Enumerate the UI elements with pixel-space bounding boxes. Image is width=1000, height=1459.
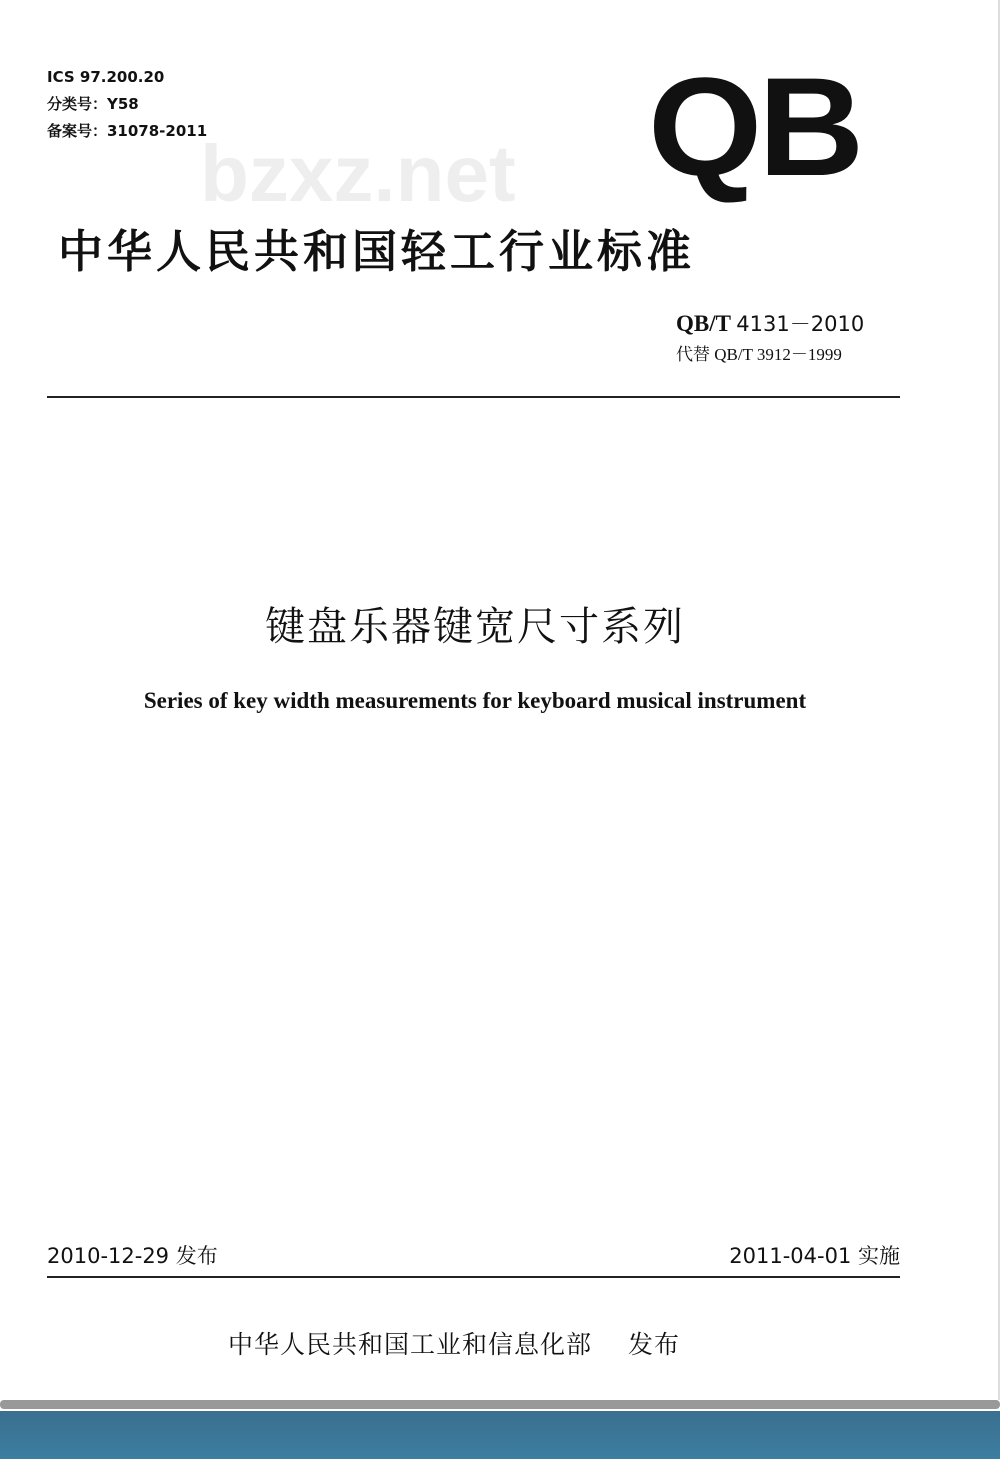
org-title: 中华人民共和国轻工行业标准 — [58, 225, 696, 278]
standard-number — [676, 308, 864, 338]
issuer — [228, 1325, 680, 1361]
issuer-name: 中华人民共和国工业和信息化部 — [228, 1330, 593, 1359]
footer-divider — [47, 1276, 900, 1278]
classification-code: 分类号：Y58 — [47, 95, 139, 113]
effective-date: 2011-04-01 实施 — [729, 1244, 900, 1268]
issue-date: 2010-12-29 发布 — [47, 1244, 218, 1268]
standard-code: 4131－2010 — [736, 312, 865, 336]
issuer-action: 发布 — [628, 1330, 681, 1359]
standard-prefix: QB/T — [676, 311, 731, 336]
watermark: bzxz.net — [200, 129, 516, 218]
ics-code: ICS 97.200.20 — [47, 68, 165, 86]
replaces-standard: 代替 QB/T 3912－1999 — [676, 345, 842, 364]
title-chinese: 键盘乐器键宽尺寸系列 — [265, 604, 685, 650]
document-meta — [47, 64, 207, 145]
header-divider — [47, 396, 900, 398]
title-english: Series of key width measurements for keyboard musical instrument — [143, 688, 807, 713]
record-number: 备案号：31078-2011 — [47, 122, 208, 140]
qb-logo: QB — [648, 48, 861, 205]
cover-background-strip — [0, 1411, 1000, 1459]
horizontal-scrollbar[interactable] — [0, 1400, 1000, 1409]
